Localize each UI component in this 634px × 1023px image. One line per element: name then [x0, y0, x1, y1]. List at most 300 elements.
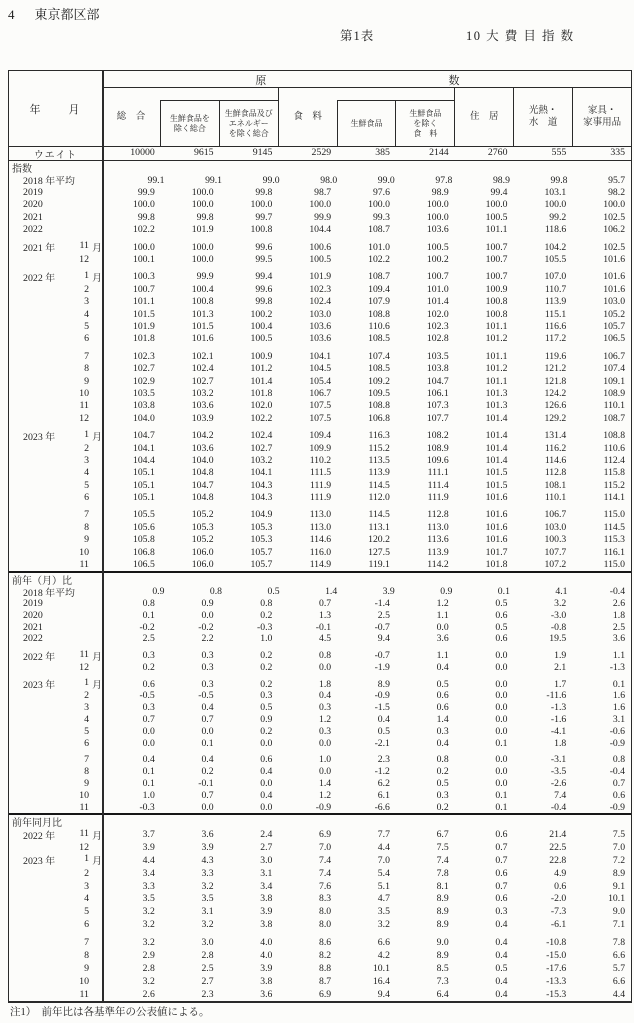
value-cell: 114.2 — [427, 559, 449, 571]
value-cell: 110.1 — [603, 400, 626, 412]
row-month-number: 6 — [84, 333, 89, 345]
row-month-suffix — [89, 363, 102, 374]
value-cell: 4.4 — [142, 854, 155, 866]
value-cell: 100.7 — [132, 283, 155, 295]
table-row — [9, 598, 631, 610]
value-cell: 3.2 — [142, 975, 155, 987]
row-values — [102, 454, 631, 466]
row-values — [102, 867, 631, 880]
row-month-suffix — [89, 400, 102, 411]
row-month-label — [64, 766, 102, 777]
table-row — [9, 918, 631, 931]
row-month-suffix — [89, 842, 102, 853]
weights-values — [102, 147, 631, 160]
value-cell: 102.3 — [426, 320, 449, 332]
value-cell: 8.7 — [319, 975, 332, 987]
value-cell: 10.1 — [608, 893, 626, 905]
row-month-label — [64, 400, 102, 411]
weight-value: 2529 — [311, 147, 332, 158]
value-cell: 10.1 — [372, 962, 390, 974]
value-cell: 1.8 — [612, 609, 626, 621]
value-cell: 1.1 — [612, 650, 626, 662]
table-row — [9, 893, 631, 906]
table-row — [9, 491, 631, 503]
row-values — [102, 880, 631, 893]
row-month-label — [64, 351, 102, 362]
value-cell: 3.5 — [201, 893, 214, 905]
value-cell: -1.9 — [374, 661, 390, 673]
table-row — [9, 702, 631, 714]
row-month-number: 12 — [79, 412, 89, 424]
value-cell: 7.4 — [319, 854, 332, 866]
value-cell: 99.5 — [255, 254, 273, 266]
value-cell: 104.3 — [250, 492, 273, 504]
value-cell: 120.2 — [368, 534, 390, 546]
row-month-number: 6 — [84, 737, 89, 749]
row-month-label — [64, 522, 102, 533]
value-cell: 104.0 — [132, 412, 155, 424]
value-cell: 0.3 — [142, 650, 155, 662]
value-cell: 102.7 — [250, 442, 273, 454]
row-values — [102, 650, 631, 662]
value-cell: 106.8 — [132, 546, 155, 558]
value-cell: 5.7 — [612, 962, 626, 974]
table-row — [9, 479, 631, 491]
value-cell: 108.9 — [426, 442, 449, 454]
value-cell: 102.5 — [603, 211, 626, 223]
value-cell: 99.1 — [147, 174, 165, 186]
table-row — [9, 424, 631, 441]
table-row — [9, 949, 631, 962]
value-cell: 0.2 — [142, 661, 155, 673]
value-cell: -13.3 — [546, 975, 567, 987]
value-cell: -1.5 — [374, 702, 390, 714]
value-cell: 102.9 — [132, 375, 155, 387]
value-cell: 116.3 — [368, 430, 390, 442]
row-month-suffix — [89, 868, 102, 879]
row-label — [9, 491, 102, 503]
value-cell: 0.8 — [209, 586, 223, 598]
table-row — [9, 690, 631, 702]
value-cell: -0.2 — [139, 621, 155, 633]
value-cell: 100.0 — [132, 241, 155, 253]
row-month-number: 3 — [84, 454, 89, 466]
value-cell: 0.1 — [142, 778, 155, 790]
value-cell: 103.6 — [426, 224, 449, 236]
row-values — [102, 467, 631, 479]
table-row — [9, 442, 631, 454]
value-cell: 111.9 — [427, 492, 449, 504]
value-cell: 0.7 — [201, 789, 214, 801]
value-cell: 1.4 — [325, 586, 338, 598]
value-cell: 2.5 — [612, 621, 626, 633]
row-values — [102, 271, 631, 283]
row-label — [9, 854, 102, 867]
row-month-number: 3 — [84, 296, 89, 308]
row-label — [9, 778, 102, 790]
value-cell: 114.9 — [309, 559, 332, 571]
value-cell: 0.0 — [495, 690, 508, 702]
row-month-number: 11 — [79, 827, 89, 839]
value-cell: 101.0 — [426, 283, 449, 295]
row-values — [102, 429, 631, 441]
column-header — [278, 88, 337, 146]
value-cell: -0.9 — [374, 690, 390, 702]
value-cell: 19.5 — [549, 633, 567, 645]
value-cell: 102.4 — [191, 363, 214, 375]
value-cell: 102.5 — [603, 241, 626, 253]
row-month-label — [64, 802, 102, 813]
original-figures-span-header — [102, 71, 631, 88]
weights-row — [9, 147, 631, 161]
value-cell: 3.1 — [260, 867, 273, 879]
weight-value: 2760 — [487, 147, 508, 158]
value-cell: 100.5 — [309, 254, 332, 266]
value-cell: 115.1 — [544, 308, 567, 320]
value-cell: 6.9 — [319, 988, 332, 1000]
table-row — [9, 345, 631, 362]
value-cell: 100.2 — [250, 308, 273, 320]
column-header — [337, 100, 396, 146]
value-cell: 6.7 — [436, 829, 449, 840]
value-cell: 111.4 — [427, 479, 449, 491]
value-cell: 3.4 — [260, 880, 273, 892]
value-cell: 0.9 — [152, 586, 165, 598]
value-cell: 101.1 — [485, 224, 508, 236]
footnote: 注1） 前年比は各基準年の公表値による。 — [10, 1007, 210, 1018]
row-year-label: 2018 年平均 — [23, 176, 75, 188]
section-index — [9, 161, 631, 571]
value-cell: 116.6 — [544, 320, 567, 332]
value-cell: 99.2 — [549, 211, 567, 223]
value-cell: 0.7 — [495, 841, 508, 853]
value-cell: 3.2 — [142, 937, 155, 949]
value-cell: 0.6 — [495, 829, 508, 840]
value-cell: 100.7 — [485, 271, 508, 283]
weight-value: 555 — [551, 147, 567, 158]
value-cell: 112.8 — [427, 509, 449, 521]
weight-value: 9615 — [193, 147, 214, 158]
value-cell: 0.4 — [260, 766, 273, 778]
row-year-label: 2019 — [23, 187, 43, 199]
row-month-number: 8 — [84, 363, 89, 375]
row-month-suffix: 月 — [92, 651, 102, 663]
row-month-number: 9 — [84, 375, 89, 387]
column-header — [454, 88, 513, 146]
row-year-label: 2022 — [23, 633, 43, 645]
value-cell: 101.7 — [485, 546, 508, 558]
value-cell: 0.5 — [495, 621, 508, 633]
value-cell: 101.6 — [191, 333, 214, 345]
value-cell: 97.8 — [435, 174, 453, 186]
value-cell: 0.6 — [495, 633, 508, 645]
value-cell: 100.7 — [426, 271, 449, 283]
value-cell: -15.3 — [546, 988, 567, 1000]
row-label — [9, 880, 102, 893]
row-month-suffix — [89, 778, 102, 789]
column-header — [513, 88, 572, 146]
row-month-suffix — [89, 881, 102, 892]
table-row — [9, 211, 631, 223]
page-header — [8, 4, 100, 23]
row-month-number: 5 — [84, 906, 89, 918]
value-cell: 114.5 — [368, 479, 390, 491]
value-cell: 99.0 — [377, 174, 395, 186]
row-month-number: 2 — [84, 867, 89, 879]
section-title: 前年（月）比 — [12, 575, 72, 587]
value-cell: 100.0 — [426, 199, 449, 211]
row-values — [102, 893, 631, 906]
value-cell: 7.0 — [612, 841, 626, 853]
value-cell: 0.0 — [319, 737, 332, 749]
row-label — [9, 962, 102, 975]
value-cell: 99.9 — [137, 187, 155, 199]
column-header-line: 水 道 — [528, 118, 558, 128]
value-cell: 101.6 — [603, 254, 626, 266]
row-month-number: 11 — [79, 400, 89, 412]
value-cell: 0.4 — [142, 754, 155, 766]
value-cell: 114.1 — [603, 492, 626, 504]
value-cell: 108.5 — [368, 333, 390, 345]
row-year-label: 2022 年 — [23, 651, 56, 663]
value-cell: 110.6 — [368, 320, 390, 332]
value-cell: 3.8 — [260, 919, 273, 931]
column-header-line: を除く — [413, 118, 438, 128]
value-cell: 3.2 — [201, 880, 214, 892]
value-cell: 4.9 — [554, 867, 567, 879]
value-cell: 98.2 — [608, 187, 626, 199]
value-cell: 1.0 — [319, 754, 332, 766]
value-cell: 104.7 — [132, 430, 155, 442]
value-cell: 7.0 — [319, 841, 332, 853]
value-cell: 106.0 — [191, 546, 214, 558]
row-month-label — [64, 270, 102, 284]
row-label — [9, 174, 113, 186]
table-row — [9, 308, 631, 320]
value-cell: 102.0 — [250, 400, 273, 412]
value-cell: 0.0 — [260, 778, 273, 790]
row-month-suffix — [89, 738, 102, 749]
row-label — [9, 412, 102, 424]
row-values — [102, 714, 631, 726]
row-month-label — [64, 467, 102, 478]
value-cell: -0.1 — [315, 621, 332, 633]
value-cell: 4.2 — [377, 950, 390, 962]
value-cell: 127.5 — [368, 546, 390, 558]
value-cell: 99.3 — [372, 211, 390, 223]
row-values — [102, 375, 631, 387]
value-cell: -15.0 — [546, 950, 567, 962]
value-cell: 0.0 — [201, 801, 214, 813]
value-cell: 131.4 — [544, 430, 567, 442]
value-cell: 116.1 — [603, 546, 626, 558]
value-cell: 0.0 — [319, 661, 332, 673]
value-cell: -10.8 — [546, 937, 567, 949]
value-cell: 104.1 — [132, 442, 155, 454]
value-cell: 109.9 — [309, 442, 332, 454]
value-cell: 8.0 — [319, 919, 332, 931]
value-cell: 107.2 — [544, 559, 567, 571]
value-cell: 107.5 — [309, 412, 332, 424]
row-month-suffix: 月 — [92, 243, 102, 255]
value-cell: 101.8 — [132, 333, 155, 345]
value-cell: 8.3 — [319, 893, 332, 905]
value-cell: 104.2 — [544, 241, 567, 253]
value-cell: 3.6 — [260, 988, 273, 1000]
row-values — [102, 479, 631, 491]
value-cell: 3.5 — [142, 893, 155, 905]
value-cell: 101.1 — [485, 375, 508, 387]
row-month-number: 9 — [84, 962, 89, 974]
value-cell: -0.4 — [550, 801, 567, 813]
value-cell: 5.1 — [377, 880, 390, 892]
table-row — [9, 534, 631, 546]
value-cell: 100.2 — [426, 254, 449, 266]
row-month-number: 6 — [84, 492, 89, 504]
value-cell: 3.9 — [382, 586, 395, 598]
row-label — [9, 479, 102, 491]
value-cell: 0.7 — [612, 778, 626, 790]
value-cell: 102.2 — [132, 224, 155, 236]
value-cell: 104.4 — [132, 454, 155, 466]
value-cell: 100.0 — [426, 211, 449, 223]
value-cell: 0.0 — [142, 737, 155, 749]
value-cell: 0.3 — [319, 702, 332, 714]
row-values — [102, 754, 631, 766]
value-cell: 99.8 — [255, 187, 273, 199]
value-cell: 0.9 — [201, 597, 214, 609]
value-cell: 0.2 — [260, 650, 273, 662]
row-month-label — [64, 963, 102, 974]
value-cell: 115.0 — [603, 559, 626, 571]
value-cell: 4.4 — [377, 841, 390, 853]
row-month-label — [64, 480, 102, 491]
value-cell: 7.8 — [436, 867, 449, 879]
row-month-label — [64, 919, 102, 930]
value-cell: 104.0 — [191, 454, 214, 466]
value-cell: 102.7 — [132, 363, 155, 375]
table-row — [9, 454, 631, 466]
value-cell: 2.9 — [142, 950, 155, 962]
row-month-suffix — [89, 714, 102, 725]
table-title: 10 大 費 目 指 数 — [466, 29, 575, 43]
row-label — [9, 308, 102, 320]
value-cell: 103.5 — [426, 350, 449, 362]
value-cell: 9.1 — [612, 880, 626, 892]
row-label — [9, 253, 102, 265]
value-cell: 98.9 — [431, 187, 449, 199]
row-values — [102, 521, 631, 533]
value-cell: 101.5 — [485, 479, 508, 491]
row-month-number: 4 — [84, 893, 89, 905]
column-header-line: を除く総合 — [228, 128, 269, 138]
row-month-suffix — [89, 937, 102, 948]
value-cell: -0.4 — [609, 766, 626, 778]
value-cell: 1.3 — [319, 609, 332, 621]
table-row — [9, 854, 631, 867]
value-cell: -6.1 — [550, 919, 567, 931]
table-row — [9, 224, 631, 236]
row-month-label — [64, 989, 102, 1000]
value-cell: 105.8 — [132, 534, 155, 546]
value-cell: 108.9 — [603, 387, 626, 399]
table-row — [9, 236, 631, 253]
value-cell: 0.2 — [260, 661, 273, 673]
value-cell: 99.0 — [262, 174, 280, 186]
row-label — [9, 350, 102, 362]
row-year-label: 2021 — [23, 211, 43, 223]
value-cell: 105.3 — [250, 534, 273, 546]
value-cell: 101.8 — [250, 387, 273, 399]
value-cell: 100.4 — [191, 283, 214, 295]
weight-value: 335 — [610, 147, 626, 158]
table-row — [9, 199, 631, 211]
value-cell: 3.0 — [201, 937, 214, 949]
row-label — [9, 546, 102, 558]
value-cell: 2.7 — [260, 841, 273, 853]
row-values — [102, 988, 631, 1001]
value-cell: 0.0 — [495, 778, 508, 790]
row-month-number: 11 — [79, 559, 89, 571]
value-cell: 0.6 — [554, 880, 567, 892]
value-cell: 108.7 — [368, 271, 390, 283]
row-label — [9, 918, 102, 931]
value-cell: 102.4 — [250, 430, 273, 442]
row-month-suffix — [89, 321, 102, 332]
value-cell: 107.4 — [603, 363, 626, 375]
value-cell: 6.6 — [612, 950, 626, 962]
row-month-number: 4 — [84, 467, 89, 479]
row-values — [102, 442, 631, 454]
value-cell: 111.9 — [310, 492, 332, 504]
row-values — [102, 801, 631, 813]
row-month-label — [64, 714, 102, 725]
value-cell: 3.2 — [142, 919, 155, 931]
row-month-label — [64, 240, 102, 254]
value-cell: 111.9 — [310, 479, 332, 491]
value-cell: 3.6 — [612, 633, 626, 645]
value-cell: 100.4 — [250, 320, 273, 332]
value-cell: -0.2 — [198, 621, 214, 633]
value-cell: -0.5 — [139, 690, 155, 702]
row-label — [9, 467, 102, 479]
row-month-label — [64, 828, 102, 842]
value-cell: 101.9 — [309, 271, 332, 283]
row-month-number: 9 — [84, 778, 89, 790]
value-cell: 101.5 — [485, 467, 508, 479]
value-cell: 0.2 — [436, 766, 449, 778]
row-month-number: 9 — [84, 534, 89, 546]
value-cell: 0.1 — [612, 678, 626, 690]
row-values — [102, 905, 631, 918]
value-cell: 8.9 — [377, 678, 390, 690]
row-month-suffix — [89, 950, 102, 961]
value-cell: 101.6 — [485, 534, 508, 546]
row-month-number: 11 — [79, 988, 89, 1000]
row-month-number: 8 — [84, 766, 89, 778]
value-cell: 0.1 — [495, 737, 508, 749]
value-cell: -6.6 — [374, 801, 390, 813]
value-cell: 98.0 — [320, 174, 338, 186]
row-values — [102, 789, 631, 801]
value-cell: 100.0 — [603, 199, 626, 211]
table-row — [9, 174, 631, 186]
table-row — [9, 766, 631, 778]
row-month-number: 4 — [84, 714, 89, 726]
row-month-suffix — [89, 702, 102, 713]
value-cell: 101.3 — [485, 387, 508, 399]
column-header — [102, 88, 160, 146]
